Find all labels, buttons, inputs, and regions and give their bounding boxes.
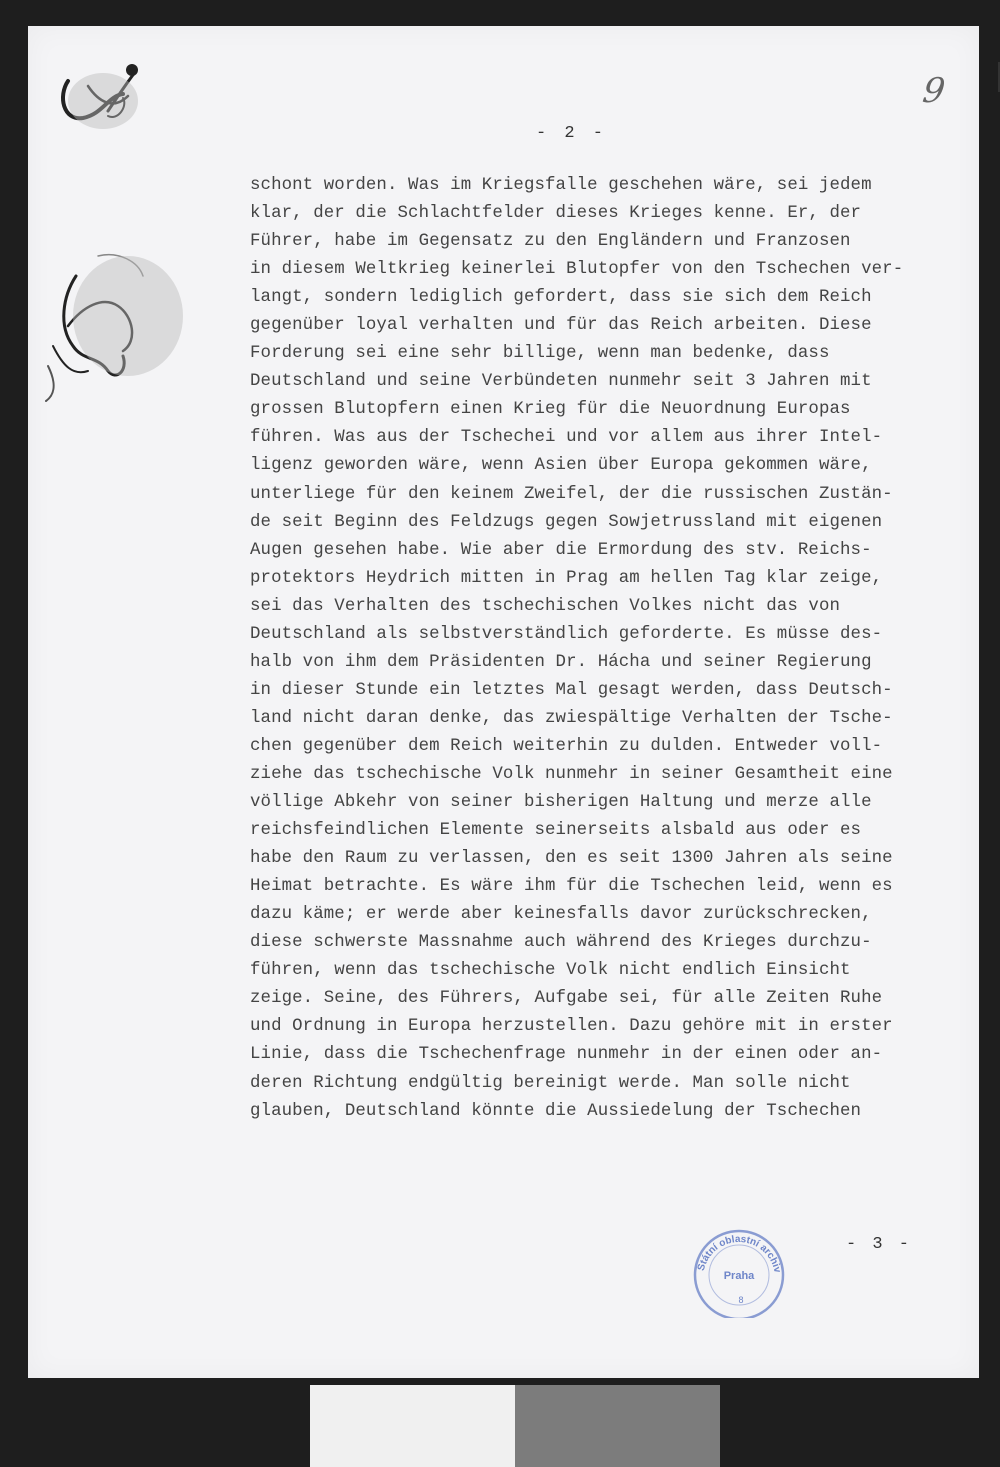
page-number: - 2 - xyxy=(536,124,608,143)
text-line: Augen gesehen habe. Wie aber die Ermordung des stv. Reichs- xyxy=(250,540,872,560)
text-line: Deutschland als selbstverständlich geforderte. Es müsse des- xyxy=(250,624,883,644)
text-line: protektors Heydrich mitten in Prag am hellen Tag klar zeige, xyxy=(250,568,883,588)
text-line: deren Richtung endgültig bereinigt werde. Man solle nicht xyxy=(250,1073,851,1093)
handwritten-archive-number: 9 xyxy=(920,71,948,111)
calibration-white-patch xyxy=(310,1385,515,1467)
text-line: reichsfeindlichen Elemente seinerseits alsbald aus oder es xyxy=(250,821,862,841)
text-line: glauben, Deutschland könnte die Aussiedelung der Tschechen xyxy=(250,1101,862,1121)
next-page-marker: - 3 - xyxy=(846,1235,913,1254)
text-line: de seit Beginn des Feldzugs gegen Sowjetrussland mit eigenen xyxy=(250,512,883,532)
text-line: grossen Blutopfern einen Krieg für die Neuordnung Europas xyxy=(250,400,851,420)
text-line: schont worden. Was im Kriegsfalle geschehen wäre, sei jedem xyxy=(250,176,872,195)
text-line: habe den Raum zu verlassen, den es seit 1300 Jahren als seine xyxy=(250,849,893,869)
calibration-gray-patch xyxy=(515,1385,720,1467)
text-line: Führer, habe im Gegensatz zu den Engländern und Franzosen xyxy=(250,232,851,252)
text-line: Forderung sei eine sehr billige, wenn man bedenke, dass xyxy=(250,344,830,364)
text-line: land nicht daran denke, das zwiespältige Verhalten der Tsche- xyxy=(250,708,893,728)
text-line: chen gegenüber dem Reich weiterhin zu dulden. Entweder voll- xyxy=(250,736,883,756)
text-line: Heimat betrachte. Es wäre ihm für die Tschechen leid, wenn es xyxy=(250,877,893,897)
text-line: völlige Abkehr von seiner bisherigen Haltung und merze alle xyxy=(250,793,872,813)
text-line: sei das Verhalten des tschechischen Volkes nicht das von xyxy=(250,596,841,616)
text-line: langt, sondern lediglich gefordert, dass sie sich dem Reich xyxy=(250,288,872,308)
text-line: in dieser Stunde ein letztes Mal gesagt werden, dass Deutsch- xyxy=(250,680,893,700)
text-line: führen, wenn das tschechische Volk nicht endlich Einsicht xyxy=(250,961,851,981)
text-line: zeige. Seine, des Führers, Aufgabe sei, für alle Zeiten Ruhe xyxy=(250,989,883,1009)
text-line: führen. Was aus der Tschechei und vor allem aus ihrer Intel- xyxy=(250,428,883,448)
text-line: unterliege für den keinem Zweifel, der die russischen Zustän- xyxy=(250,484,893,504)
svg-text:8: 8 xyxy=(738,1295,744,1305)
text-line: halb von ihm dem Präsidenten Dr. Hácha und seiner Regierung xyxy=(250,652,872,672)
text-line: ziehe das tschechische Volk nunmehr in seiner Gesamtheit eine xyxy=(250,764,893,784)
text-line: Deutschland und seine Verbündeten nunmehr seit 3 Jahren mit xyxy=(250,372,872,392)
text-line: in diesem Weltkrieg keinerlei Blutopfer von den Tschechen ver- xyxy=(250,260,904,280)
text-line: Linie, dass die Tschechenfrage nunmehr in der einen oder an- xyxy=(250,1045,883,1065)
svg-text:Praha: Praha xyxy=(723,1270,755,1282)
text-line: klar, der die Schlachtfelder dieses Krieges kenne. Er, der xyxy=(250,204,862,224)
text-line: gegenüber loyal verhalten und für das Reich arbeiten. Diese xyxy=(250,316,872,336)
archive-stamp xyxy=(683,1223,793,1318)
text-line: diese schwerste Massnahme auch während des Krieges durchzu- xyxy=(250,933,872,953)
body-text xyxy=(250,172,970,1126)
svg-text:Státní oblastní archiv: Státní oblastní archiv xyxy=(695,1233,783,1274)
text-line: dazu käme; er werde aber keinesfalls davor zurückschrecken, xyxy=(250,905,872,925)
text-line: und Ordnung in Europa herzustellen. Dazu gehöre mit in erster xyxy=(250,1017,893,1037)
text-line: ligenz geworden wäre, wenn Asien über Europa gekommen wäre, xyxy=(250,456,872,476)
